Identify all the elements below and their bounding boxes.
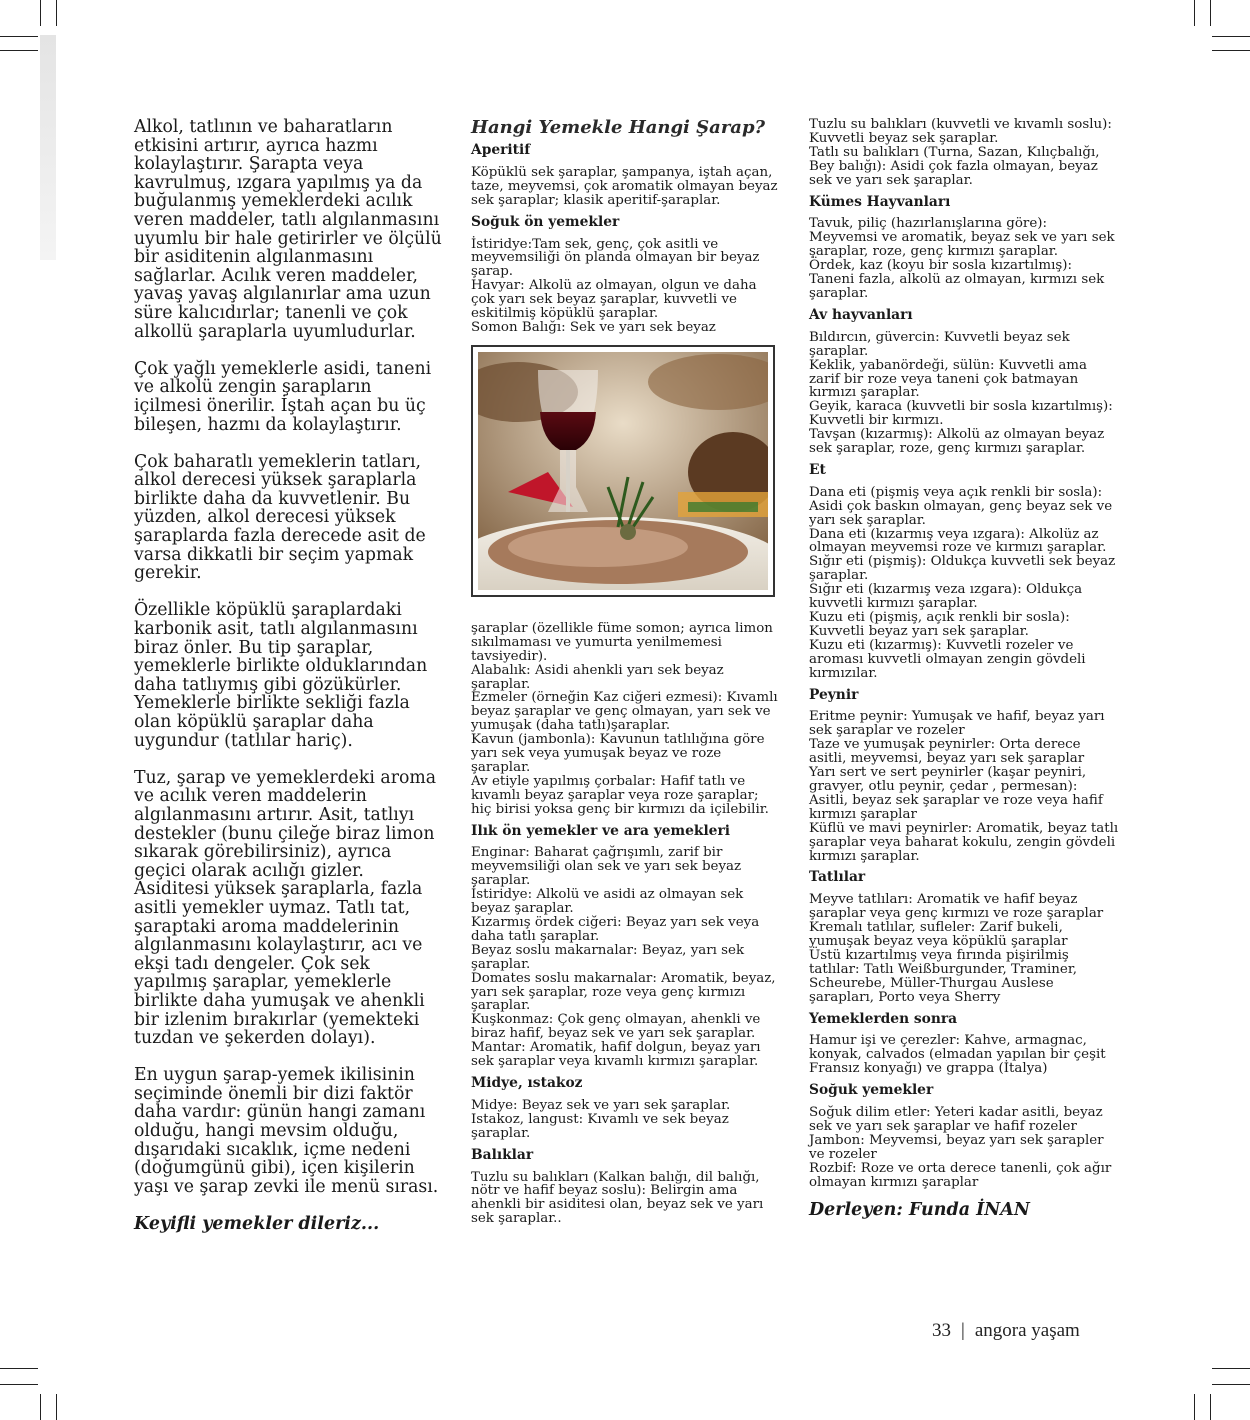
pairing-line: Kuzu eti (kızarmış): Kuvvetli rozeler ve aroması kuvvetli olmayan zengin gövdeli kırmızılar. xyxy=(809,637,1086,681)
pairing-line: Soğuk dilim etler: Yeteri kadar asitli, beyaz sek ve yarı sek şaraplar ve hafif rozeler xyxy=(809,1105,1103,1134)
pairing-line: Küflü ve mavi peynirler: Aromatik, beyaz tatlı şaraplar veya baharat kokulu, zengin gövdeli kırmızı şaraplar. xyxy=(809,820,1119,864)
paragraph: Alkol, tatlının ve baharatların etkisini artırır, ayrıca hazmı kolaylaştırır. Şarapta veya kavrulmuş, ızgara yapılmış ya da buğulanmış yemeklerdeki acılık veren maddeler, tatlı algılanmasını uyumlu bir hale getirirler ve ölçülü bir asiditenin algılanmasını sağlarlar. Acılık veren maddeler, yavaş yavaş algılanırlar ama uzun süre kalıcıdırlar; tanenli ve çok alkollü şaraplarla uyumludurlar. xyxy=(134,117,442,342)
crop-mark xyxy=(0,1368,38,1369)
crop-mark xyxy=(1210,1394,1211,1420)
pairing-line: İstiridye:Tam sek, genç, çok asitli ve meyvemsiliği ön planda olmayan bir beyaz şarap. xyxy=(471,236,760,280)
pairing-line: Tavuk, piliç (hazırlanışlarına göre): Meyvemsi ve aromatik, beyaz sek ve yarı sek şaraplar, roze, genç kırmızı şaraplar. xyxy=(809,216,1115,260)
section-warm-starters xyxy=(471,822,781,1070)
page-footer xyxy=(932,1320,1080,1342)
pairing-line: Tatlı su balıkları (Turna, Sazan, Kılıçbalığı, Bey balığı): Asidi çok fazla olmayan, beyaz sek ve yarı sek şaraplar. xyxy=(809,144,1100,188)
section-heading: Tatlılar xyxy=(809,869,866,886)
section-aperitif xyxy=(471,144,781,208)
crop-mark xyxy=(1212,50,1250,51)
section-heading: Balıklar xyxy=(471,1146,534,1163)
section-heading: Aperitif xyxy=(471,142,531,158)
column-pairings-1 xyxy=(471,118,781,1234)
pairing-line: Sığır eti (kızarmış veza ızgara): Oldukça kuvvetli kırmızı şaraplar. xyxy=(809,582,1083,612)
section-text: Köpüklü sek şaraplar, şampanya, iştah açan, taze, meyvemsi, çok aromatik olmayan beyaz sek şaraplar; klasik aperitif-şaraplar. xyxy=(471,164,778,208)
pairing-line: Kızarmış ördek ciğeri: Beyaz yarı sek veya daha tatlı şaraplar. xyxy=(471,915,760,944)
pairing-line: Enginar: Baharat çağrışımlı, zarif bir meyvemsiliği olan sek ve yarı sek beyaz şaraplar. xyxy=(471,845,742,889)
paragraph: Çok baharatlı yemeklerin tatları, alkol derecesi yüksek şaraplarla birlikte daha da kuvvetlenir. Bu yüzden, alkol derecesi yüksek şaraplarda fazla derecede asit de varsa dikkatli bir seçim yapmak gerekir. xyxy=(134,451,426,584)
column-pairings-2 xyxy=(809,117,1119,1220)
column-intro xyxy=(134,118,444,1234)
section-heading: Soğuk ön yemekler xyxy=(471,213,620,230)
crop-mark xyxy=(1212,1384,1250,1385)
pairing-line: Meyve tatlıları: Aromatik ve hafif beyaz şaraplar veya genç kırmızı ve roze şaraplar xyxy=(809,892,1104,922)
section-heading: Kümes Hayvanları xyxy=(809,193,951,210)
pairing-line: Hamur işi ve çerezler: Kahve, armagnac, konyak, calvados (elmadan yapılan bir çeşit Fransız konyağı) ve grappa (İtalya) xyxy=(809,1033,1106,1077)
pairing-line: Tavşan (kızarmış): Alkolü az olmayan beyaz sek şaraplar, roze, genç kırmızı şaraplar. xyxy=(809,427,1105,457)
wine-food-photo xyxy=(478,352,768,590)
pairing-line: Av etiyle yapılmış çorbalar: Hafif tatlı ve kıvamlı beyaz şaraplar veya roze şaraplar; hiç birisi yoksa genç bir kırmızı da içilebilir. xyxy=(471,773,769,817)
crop-mark xyxy=(40,1394,41,1420)
crop-mark xyxy=(0,1384,38,1385)
pairing-line: Domates soslu makarnalar: Aromatik, beyaz, yarı sek şaraplar, roze veya genç kırmızı şaraplar. xyxy=(471,970,776,1014)
page-edge-shade xyxy=(40,35,56,260)
paragraph: Özellikle köpüklü şaraplardaki karbonik asit, tatlı algılanmasını biraz önler. Bu tip şaraplar, yemeklerle birlikte olduklarından daha tatlıymış gibi gözükürler. Yemeklerle birlikte sekliği fazla olan köpüklü şaraplar daha uygundur (tatlılar hariç). xyxy=(134,600,428,751)
pairing-line: Ördek, kaz (koyu bir sosla kızartılmış): Taneni fazla, alkolü az olmayan, kırmızı sek şaraplar. xyxy=(809,258,1105,301)
crop-mark xyxy=(40,0,41,26)
pairing-line: Geyik, karaca (kuvvetli bir sosla kızartılmış): Kuvvetli bir kırmızı. xyxy=(809,399,1113,429)
section-heading: Soğuk yemekler xyxy=(809,1082,934,1099)
pairing-line: Mantar: Aromatik, hafif dolgun, beyaz yarı sek şaraplar veya kıvamlı kırmızı şaraplar. xyxy=(471,1040,761,1070)
crop-mark xyxy=(0,50,38,51)
section-game xyxy=(809,306,1119,457)
crop-mark xyxy=(1212,36,1250,37)
pairing-line: Üstü kızartılmış veya fırında pişirilmiş tatlılar: Tatlı Weißburgunder, Traminer, Scheurebe, Müller-Thurgau Auslese şarapları, Porto veya Sherry xyxy=(809,947,1078,1005)
section-heading: Et xyxy=(809,461,826,478)
pairing-line: Kuşkonmaz: Çok genç olmayan, ahenkli ve biraz hafif, beyaz sek ve yarı sek şaraplar. xyxy=(471,1012,761,1042)
pairing-line: Beyaz soslu makarnalar: Beyaz, yarı sek şaraplar. xyxy=(471,942,745,972)
magazine-name: angora yaşam xyxy=(974,1320,1080,1341)
crop-mark xyxy=(56,1394,57,1420)
section-meat xyxy=(809,461,1119,681)
pairing-line: Kavun (jambonla): Kavunun tatlılığına göre yarı sek veya yumuşak beyaz ve roze şaraplar. xyxy=(471,732,765,775)
section-heading: Av hayvanları xyxy=(809,306,913,323)
pairing-line: Sığır eti (pişmiş): Oldukça kuvvetli sek beyaz şaraplar. xyxy=(809,554,1116,584)
author-signature: Derleyen: Funda İNAN xyxy=(809,1199,1030,1220)
wine-photo-frame xyxy=(471,345,775,597)
section-heading: Midye, ıstakoz xyxy=(471,1074,583,1091)
section-cold-starters-continued xyxy=(471,622,781,817)
section-mussel xyxy=(471,1074,781,1141)
section-cold-food xyxy=(809,1084,1119,1189)
pairing-line: Yarı sert ve sert peynirler (kaşar peyniri, gravyer, otlu peynir, çedar , permesan): Asitli, beyaz sek şaraplar ve roze veya hafif kırmızı şaraplar xyxy=(809,765,1103,822)
pairing-line: Eritme peynir: Yumuşak ve hafif, beyaz yarı sek şaraplar ve rozeler xyxy=(809,709,1105,739)
crop-mark xyxy=(1210,0,1211,26)
pairing-line: Dana eti (kızarmış veya ızgara): Alkolüz az olmayan meyvemsi roze ve kırmızı şaraplar. xyxy=(809,526,1107,556)
section-fish-continued xyxy=(809,118,1119,188)
pairing-line: Kuzu eti (pişmiş, açık renkli bir sosla): Kuvvetli beyaz yarı sek şaraplar. xyxy=(809,610,1070,639)
pairing-line: İstiridye: Alkolü ve asidi az olmayan sek beyaz şaraplar. xyxy=(471,887,744,917)
pairing-line: Somon Balığı: Sek ve yarı sek beyaz xyxy=(471,319,716,335)
paragraph: Tuz, şarap ve yemeklerdeki aroma ve acılık veren maddelerin algılanmasını artırır. Asit, tatlıyı destekler (bunu çileğe biraz limon sıkarak görebilirsiniz), ayrıca geçici olarak acılığı gizler. Asiditesi yüksek şaraplarla, fazla asitli yemekler uymaz. Tatlı tat, şaraptaki aroma maddelerinin algılanmasını kolaylaştırır, acı ve ekşi tadı dengeler. Çok sek yapılmış şaraplar, yemeklerle birlikte daha yumuşak ve ahenkli bir izlenim bırakırlar (yemekteki tuzdan ve şekerden dolayı). xyxy=(134,767,437,1049)
pairing-line: şaraplar (özellikle füme somon; ayrıca limon sıkılmaması ve yumurta yenilmemesi tavsiyedir). xyxy=(471,620,773,664)
closing-line: Keyifli yemekler dileriz... xyxy=(134,1214,380,1235)
crop-mark xyxy=(0,36,38,37)
page-number: 33 xyxy=(932,1320,951,1341)
footer-separator: | xyxy=(961,1320,965,1341)
pairing-line: Keklik, yabanördeği, sülün: Kuvvetli ama zarif bir roze veya taneni çok batmayan kırmızı şaraplar. xyxy=(809,357,1087,401)
pairing-line: Tuzlu su balıkları (Kalkan balığı, dil balığı, nötr ve hafif beyaz soslu): Belirgin ama ahenkli bir asiditesi olan, beyaz sek ve yarı sek şaraplar.. xyxy=(471,1169,764,1227)
paragraph: En uygun şarap-yemek ikilisinin seçiminde önemli bir dizi faktör daha vardır: günün hangi zamanı olduğu, hangi mevsim olduğu, dışarıdaki sıcaklık, içme nedeni (doğumgünü gibi), içen kişilerin yaşı ve şarap zevki ile menü sırası. xyxy=(134,1065,439,1197)
section-dessert xyxy=(809,871,1119,1004)
section-heading: Yemeklerden sonra xyxy=(809,1010,958,1027)
article-title: Hangi Yemekle Hangi Şarap? xyxy=(471,117,766,138)
pairing-line: Havyar: Alkolü az olmayan, olgun ve daha çok yarı sek beyaz şaraplar, kuvvetli ve eskitilmiş köpüklü şaraplar. xyxy=(471,278,757,322)
pairing-line: Tuzlu su balıkları (kuvvetli ve kıvamlı soslu): Kuvvetli beyaz sek şaraplar. xyxy=(809,117,1112,146)
section-cold-starters xyxy=(471,213,781,335)
pairing-line: Ezmeler (örneğin Kaz ciğeri ezmesi): Kıvamlı beyaz şaraplar ve genç olmayan, yarı sek ve yumuşak (daha tatlı)şaraplar. xyxy=(471,690,778,734)
pairing-line: Bıldırcın, güvercin: Kuvvetli beyaz sek şaraplar. xyxy=(809,329,1070,359)
section-poultry xyxy=(809,193,1119,301)
pairing-line: Kremalı tatlılar, sufleler: Zarif bukeli, yumuşak beyaz veya köpüklü şaraplar xyxy=(809,920,1068,950)
pairing-line: Taze ve yumuşak peynirler: Orta derece asitli, meyvemsi, beyaz yarı sek şaraplar xyxy=(809,737,1085,767)
paragraph: Çok yağlı yemeklerle asidi, taneni ve alkolü zengin şarapların içilmesi önerilir. İştah açan bu üç bileşen, hazmı da kolaylaştırır. xyxy=(134,358,432,435)
pairing-line: Alabalık: Asidi ahenkli yarı sek beyaz şaraplar. xyxy=(471,662,724,692)
crop-mark xyxy=(1194,0,1195,26)
section-heading: Peynir xyxy=(809,686,859,703)
pairing-line: Midye: Beyaz sek ve yarı sek şaraplar. xyxy=(471,1097,731,1113)
crop-mark xyxy=(1194,1394,1195,1420)
pairing-line: Dana eti (pişmiş veya açık renkli bir sosla): Asidi çok baskın olmayan, genç beyaz sek ve yarı sek şaraplar. xyxy=(809,484,1113,528)
section-heading: Ilık ön yemekler ve ara yemekleri xyxy=(471,822,730,839)
section-fish xyxy=(471,1146,781,1227)
crop-mark xyxy=(1212,1368,1250,1369)
pairing-line: Jambon: Meyvemsi, beyaz yarı sek şarapler ve rozeler xyxy=(809,1132,1104,1162)
section-cheese xyxy=(809,686,1119,864)
pairing-line: Rozbif: Roze ve orta derece tanenli, çok ağır olmayan kırmızı şaraplar xyxy=(809,1160,1112,1190)
pairing-line: Istakoz, langust: Kıvamlı ve sek beyaz şaraplar. xyxy=(471,1111,729,1141)
crop-mark xyxy=(56,0,57,26)
section-after-meal xyxy=(809,1010,1119,1077)
